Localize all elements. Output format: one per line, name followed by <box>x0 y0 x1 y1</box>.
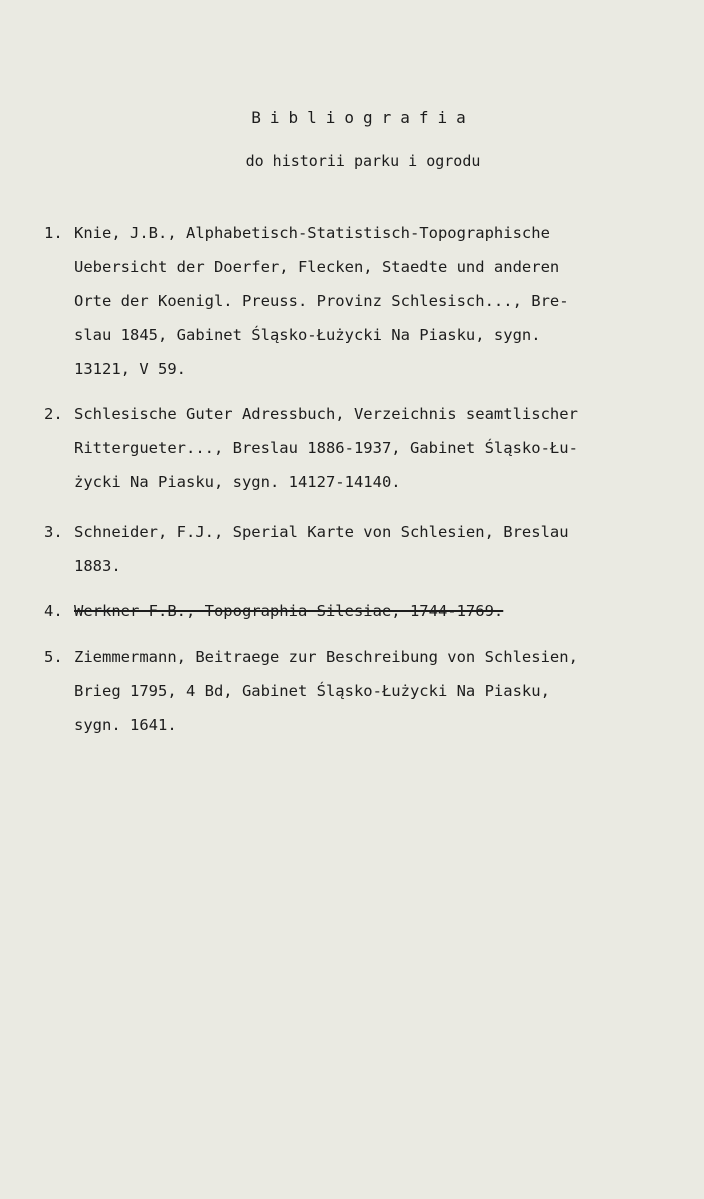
entry-line <box>44 594 664 628</box>
entry-number: 3. <box>44 523 63 541</box>
entry-line: sygn. 1641. <box>74 716 177 734</box>
entry-number: 5. <box>44 648 63 666</box>
entry-line: 13121, V 59. <box>74 360 186 378</box>
bibliography-entry-4-struck <box>44 594 664 628</box>
bibliography-entry-3 <box>44 515 664 583</box>
entry-line: Uebersicht der Doerfer, Flecken, Staedte und anderen <box>74 258 560 276</box>
bibliography-entry-1 <box>44 216 664 386</box>
entry-line <box>44 515 664 549</box>
page-subtitle: do historii parku i ogrodu <box>245 152 481 170</box>
entry-line: slau 1845, Gabinet Śląsko-Łużycki Na Piasku, sygn. <box>74 326 541 344</box>
page-title: Bibliografia <box>251 108 475 127</box>
entry-line <box>44 640 664 674</box>
entry-line: 1883. <box>74 557 121 575</box>
entry-line <box>44 216 664 250</box>
entry-line: Brieg 1795, 4 Bd, Gabinet Śląsko-Łużycki Na Piasku, <box>74 682 550 700</box>
entry-line: Rittergueter..., Breslau 1886-1937, Gabinet Śląsko-Łu- <box>74 439 578 457</box>
entry-line: Orte der Koenigl. Preuss. Provinz Schlesisch..., Bre- <box>74 292 569 310</box>
entry-text: Ziemmermann, Beitraege zur Beschreibung von Schlesien, <box>74 648 578 666</box>
entry-line <box>44 397 664 431</box>
entry-text: Schneider, F.J., Sperial Karte von Schlesien, Breslau <box>74 523 569 541</box>
entry-text: Knie, J.B., Alphabetisch-Statistisch-Topographische <box>74 224 550 242</box>
entry-text: Schlesische Guter Adressbuch, Verzeichnis seamtlischer <box>74 405 578 423</box>
entry-line: życki Na Piasku, sygn. 14127-14140. <box>74 473 401 491</box>
entry-number: 1. <box>44 224 63 242</box>
entry-text: Werkner F.B., Topographia Silesiae, 1744-1769. <box>74 602 504 620</box>
entry-number: 4. <box>44 602 63 620</box>
bibliography-entry-2 <box>44 397 664 499</box>
entry-number: 2. <box>44 405 63 423</box>
bibliography-entry-5 <box>44 640 664 742</box>
